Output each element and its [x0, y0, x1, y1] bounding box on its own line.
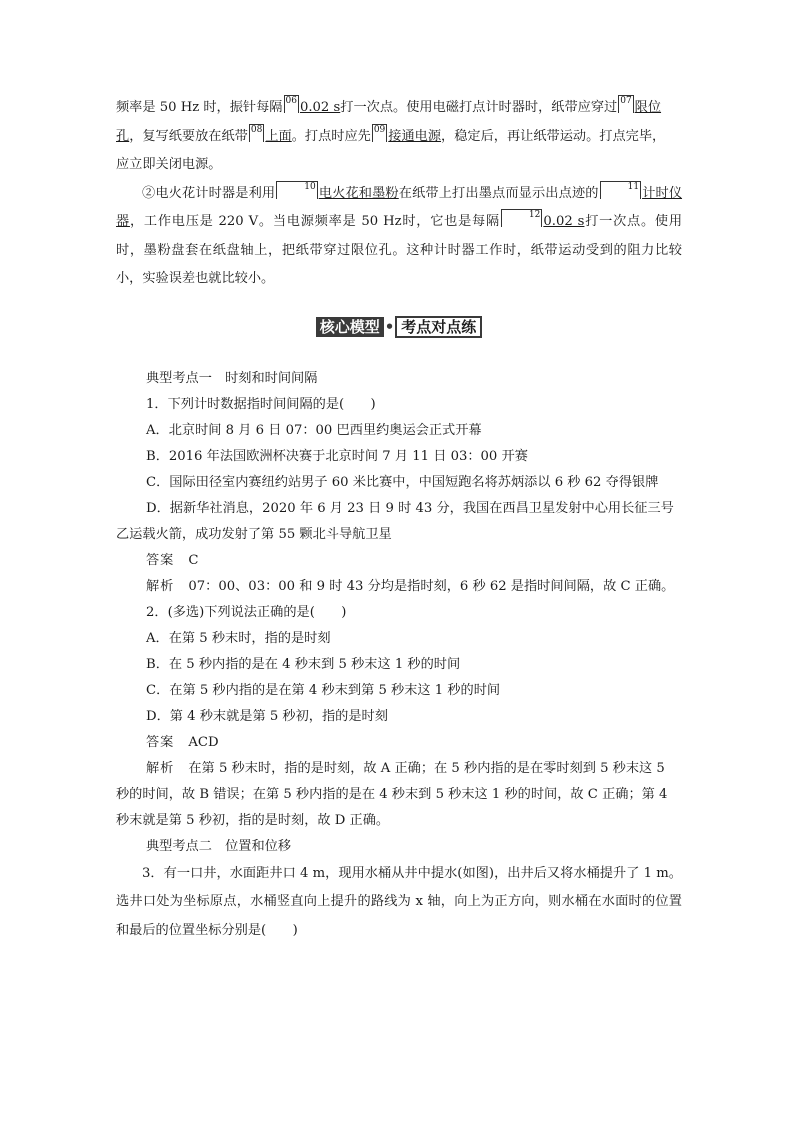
text: 应立即关闭电源。 — [116, 157, 222, 172]
section-banner — [116, 316, 682, 342]
option-1a: A．北京时间 8 月 6 日 07：00 巴西里约奥运会正式开幕 — [146, 422, 482, 438]
option-2a: A．在第 5 秒末时，指的是时刻 — [146, 630, 331, 646]
blank-answer: 0.02 s — [543, 214, 585, 229]
explanation-2-cont: 秒末就是第 5 秒初，指的是时刻，故 D 正确。 — [116, 812, 390, 828]
blank-answer: 计时仪器 — [116, 185, 683, 229]
explanation-text: 在第 5 秒末时，指的是时刻，故 A 正确；在 5 秒内指的是在零时刻到 5 秒末这 5 — [188, 760, 665, 776]
banner-heading — [316, 316, 483, 338]
option-2d: D．第 4 秒末就是第 5 秒初，指的是时刻 — [146, 708, 388, 724]
question-1: 1．下列计时数据指时间间隔的是( ) — [146, 396, 376, 412]
explanation-2-cont: 秒的时间，故 B 错误；在第 5 秒内指的是在 4 秒末到 5 秒末这 1 秒的时间，故 C 正确；第 4 — [116, 786, 668, 802]
answer-value: C — [188, 552, 199, 568]
answer-1 — [116, 548, 682, 574]
blank-number-tag: 12 — [501, 209, 542, 227]
section-time-interval — [116, 366, 682, 834]
banner-left: 核心模型 — [316, 317, 384, 337]
option-2c: C．在第 5 秒内指的是在第 4 秒末到第 5 秒末这 1 秒的时间 — [146, 682, 501, 698]
blank-answer: 限位 — [634, 100, 662, 115]
blank-number-tag: 09 — [372, 124, 387, 142]
paragraph-electromagnetic-timer — [116, 94, 682, 180]
answer-label: 答案 — [146, 734, 175, 750]
explanation-text: 07：00、03：00 和 9 时 43 分均是指时刻，6 秒 62 是指时间间隔，故 C 正确。 — [188, 578, 675, 594]
blank-number-tag: 11 — [600, 181, 641, 199]
section-position-displacement — [116, 834, 682, 946]
option-1d-cont: 乙运载火箭，成功发射了第 55 颗北斗导航卫星 — [116, 526, 392, 542]
banner-right: 考点对点练 — [395, 316, 482, 338]
text: 打一次点。使用电磁打点计时器时，纸带应穿过 — [340, 100, 618, 115]
text: 在纸带上打出墨点而显示出点迹的 — [398, 185, 599, 201]
text: ，稳定后，再让纸带运动。打点完毕， — [441, 128, 666, 144]
paragraph-spark-timer — [116, 180, 682, 294]
question-2: 2．(多选)下列说法正确的是( ) — [146, 604, 347, 620]
answer-2 — [116, 730, 682, 756]
explanation-1 — [116, 574, 682, 600]
text: 。打点时应先 — [291, 128, 371, 144]
text: 打一次点。使用时，墨粉盘套在纸盘轴上，把纸带穿过限位孔。这种计时器工作时，纸带运动受到的阻力比较小，实验误差也就比较小。 — [116, 214, 683, 286]
blank-number-tag: 06 — [284, 95, 299, 113]
explanation-label: 解析 — [146, 578, 175, 594]
answer-label: 答案 — [146, 552, 175, 568]
option-1b: B．2016 年法国欧洲杯决赛于北京时间 7 月 11 日 03：00 开赛 — [146, 448, 528, 464]
document-page — [116, 94, 682, 945]
blank-number-tag: 07 — [618, 95, 633, 113]
text: ②电火花计时器是利用 — [142, 185, 276, 201]
option-2b: B．在 5 秒内指的是在 4 秒末到 5 秒末这 1 秒的时间 — [146, 656, 461, 672]
text: 频率是 50 Hz 时，振针每隔 — [116, 100, 283, 115]
section-title: 典型考点一 时刻和时间间隔 — [146, 370, 318, 386]
blank-answer: 接通电源 — [388, 128, 442, 144]
text: ，复写纸要放在纸带 — [129, 128, 248, 144]
option-1c: C．国际田径室内赛纽约站男子 60 米比赛中，中国短跑名将苏炳添以 6 秒 62 夺得银牌 — [146, 474, 659, 490]
question-3: 3．有一口井，水面距井口 4 m，现用水桶从井中提水(如图)，出井后又将水桶提升了 1 m。选井口处为坐标原点，水桶竖直向上提升的路线为 x 轴，向上为正方向，则水桶在水面时的位置和最后的位置坐标分别是( ) — [116, 865, 682, 938]
answer-value: ACD — [188, 734, 219, 750]
blank-answer: 0.02 s — [299, 100, 341, 115]
text: ，工作电压是 220 V。当电源频率是 50 Hz时，它也是每隔 — [129, 214, 500, 229]
section-title: 典型考点二 位置和位移 — [146, 838, 292, 854]
blank-answer-cont: 孔 — [116, 128, 130, 144]
explanation-2 — [116, 756, 682, 782]
blank-answer: 电火花和墨粉 — [318, 185, 399, 201]
blank-answer: 上面 — [265, 128, 292, 144]
blank-number-tag: 08 — [249, 124, 264, 142]
option-1d: D．据新华社消息，2020 年 6 月 23 日 9 时 43 分，我国在西昌卫星发射中心用长征三号 — [146, 500, 674, 516]
explanation-label: 解析 — [146, 760, 175, 776]
blank-number-tag: 10 — [276, 181, 317, 199]
banner-dot: • — [384, 317, 395, 336]
